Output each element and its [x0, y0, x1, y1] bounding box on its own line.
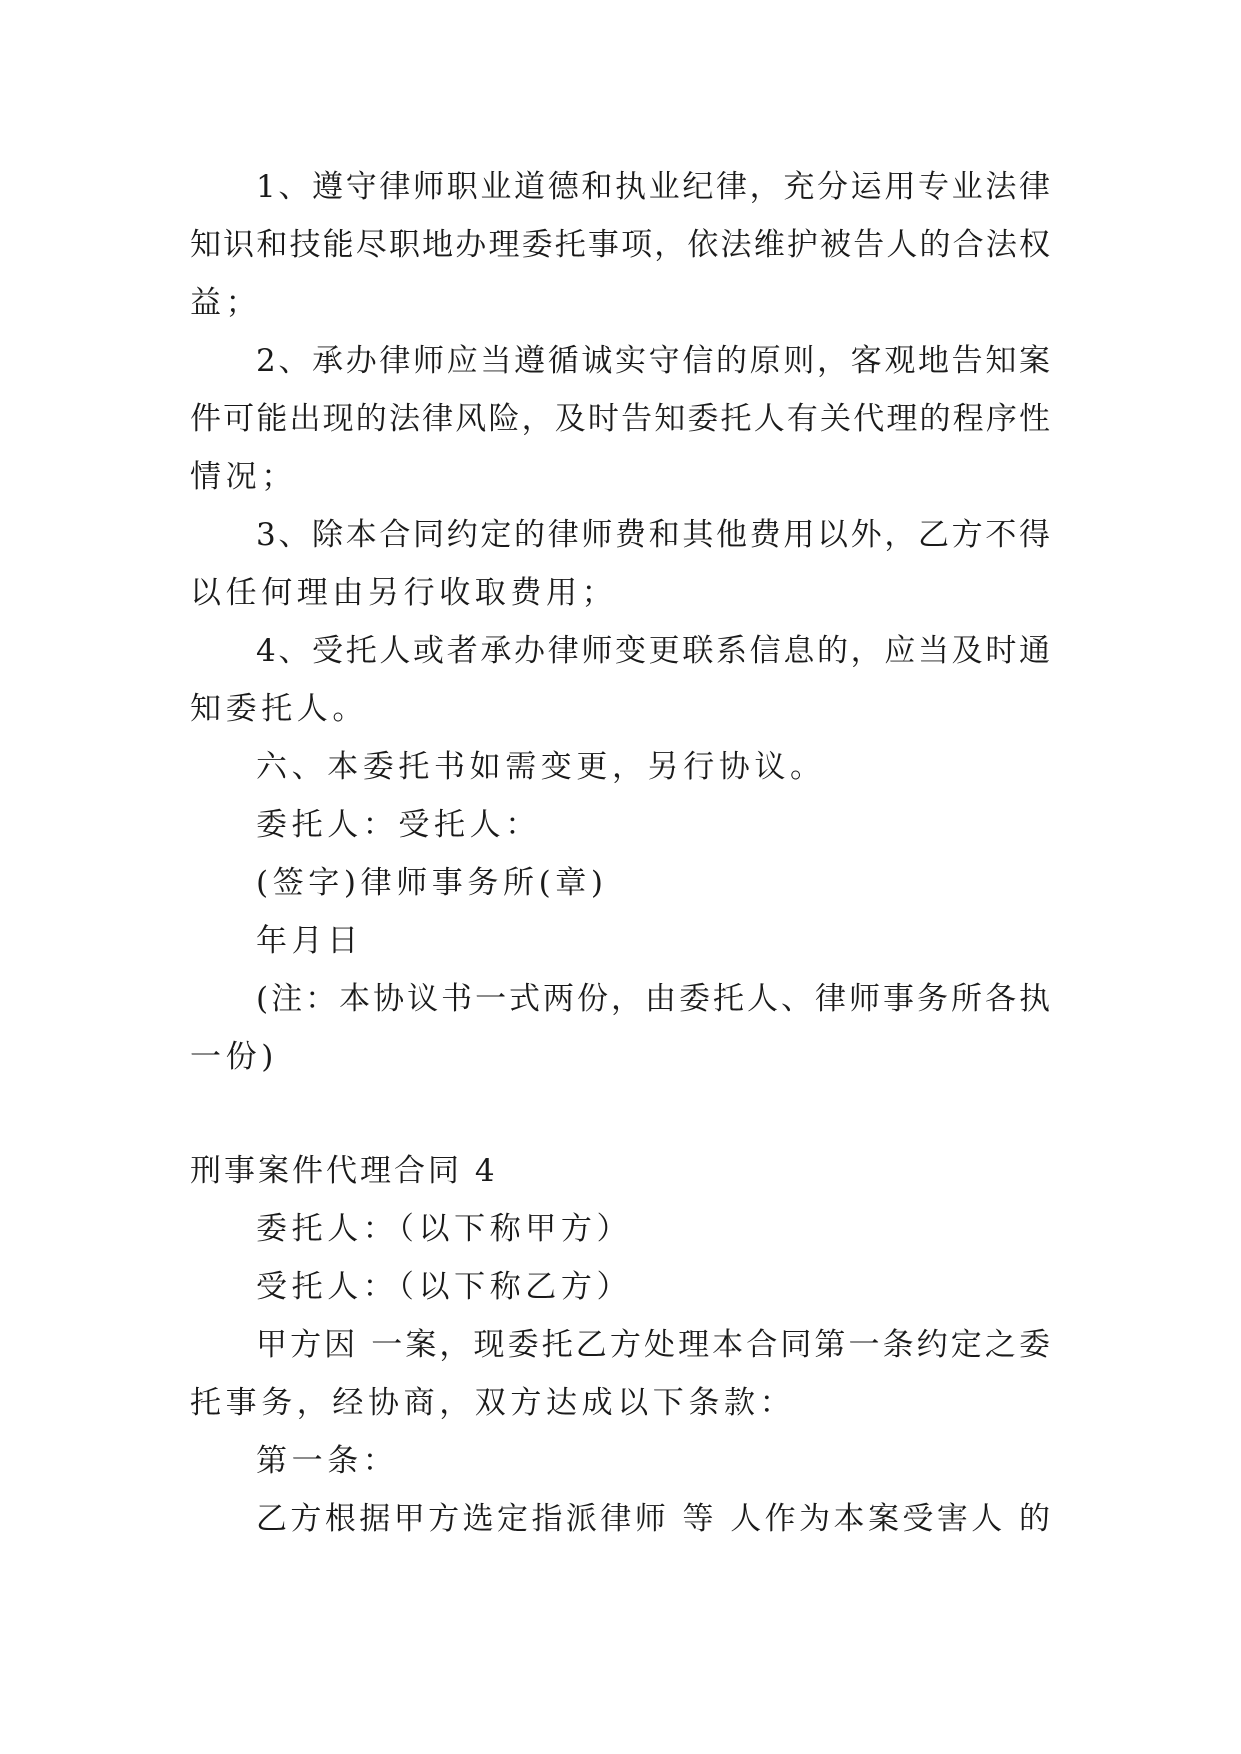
text-line: 2、承办律师应当遵循诚实守信的原则，客观地告知案 [256, 343, 1050, 379]
document-page [190, 158, 1050, 1548]
text-line: 托事务，经协商，双方达成以下条款： [190, 1385, 796, 1421]
text-line: 以任何理由另行收取费用； [190, 575, 618, 611]
text-line: 乙方根据甲方选定指派律师 等 人作为本案受害人 的 [256, 1501, 1050, 1537]
text-line: 甲方因 一案，现委托乙方处理本合同第一条约定之委 [256, 1327, 1050, 1363]
text-line: 4、受托人或者承办律师变更联系信息的，应当及时通 [256, 633, 1050, 669]
text-line: 六、本委托书如需变更，另行协议。 [256, 749, 826, 785]
text-line: 知识和技能尽职地办理委托事项，依法维护被告人的合法权 [190, 227, 1050, 263]
document-body-part2 [190, 1200, 1050, 1548]
section-title: 刑事案件代理合同 4 [190, 1153, 498, 1189]
text-line: 第一条： [256, 1443, 399, 1479]
section-gap [190, 1086, 1050, 1142]
text-line: 件可能出现的法律风险，及时告知委托人有关代理的程序性 [190, 401, 1050, 437]
text-line: 情况； [190, 459, 297, 495]
text-line: 年月日 [256, 923, 363, 959]
text-line: 益； [190, 285, 262, 321]
text-line: 委托人：受托人： [256, 807, 541, 843]
text-line: 3、除本合同约定的律师费和其他费用以外，乙方不得 [256, 517, 1050, 553]
text-line: 1、遵守律师职业道德和执业纪律，充分运用专业法律 [256, 169, 1050, 205]
document-body-part1 [190, 158, 1050, 1086]
text-line: 受托人：（以下称乙方） [256, 1269, 633, 1305]
text-line: (签字)律师事务所(章) [256, 865, 608, 901]
text-line: 知委托人。 [190, 691, 368, 727]
text-line: 委托人：（以下称甲方） [256, 1211, 633, 1247]
text-line: (注：本协议书一式两份，由委托人、律师事务所各执 [256, 981, 1050, 1017]
text-line: 一份) [190, 1039, 278, 1075]
